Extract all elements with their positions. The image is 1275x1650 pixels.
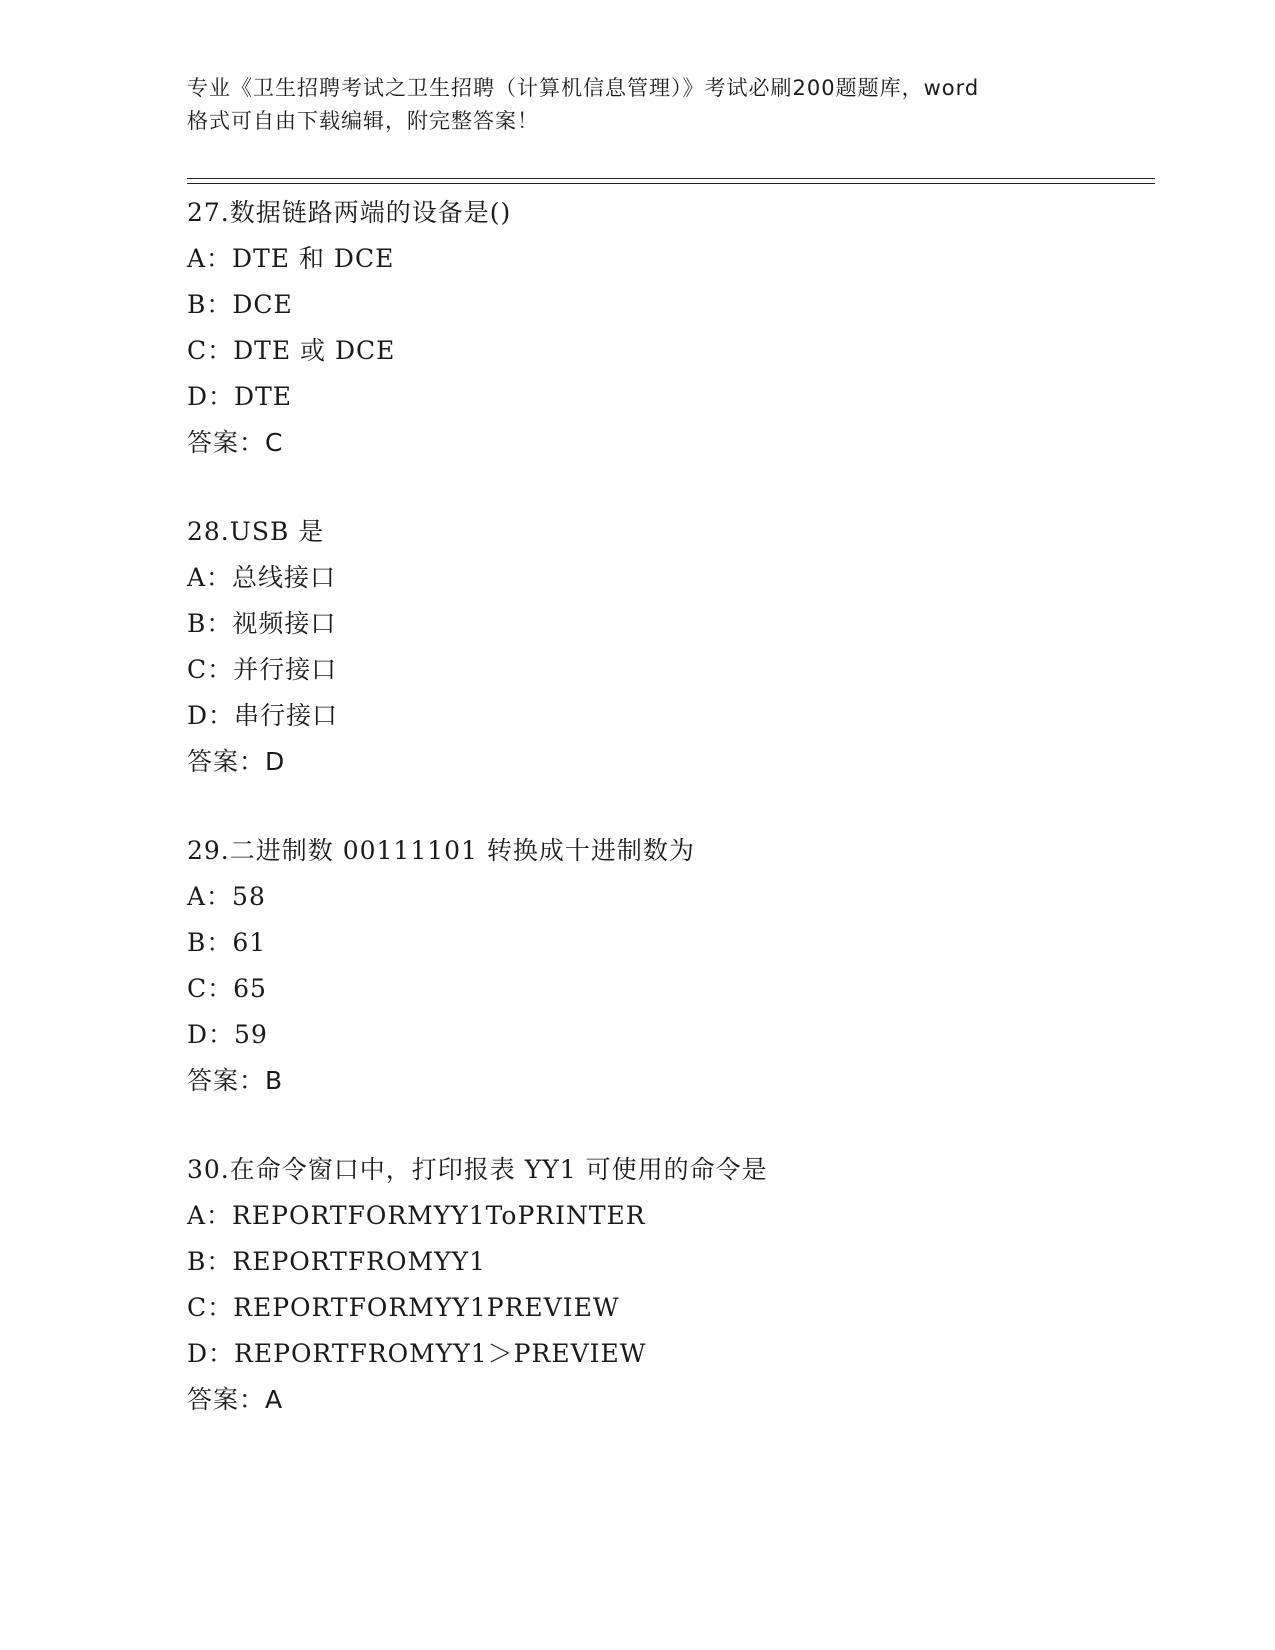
option-c: C：65 — [187, 974, 267, 1003]
question-title: 28.USB 是 — [187, 517, 325, 546]
question-title: 29.二进制数 00111101 转换成十进制数为 — [187, 836, 695, 865]
option-d: D：59 — [187, 1020, 268, 1049]
option-a: A：DTE 和 DCE — [187, 244, 395, 273]
question-title: 30.在命令窗口中，打印报表 YY1 可使用的命令是 — [187, 1155, 768, 1184]
option-a: A：总线接口 — [187, 563, 337, 592]
option-a: A：58 — [187, 882, 266, 911]
question-27 — [187, 190, 1155, 466]
header-divider-bottom — [187, 183, 1155, 184]
option-c: C：并行接口 — [187, 655, 338, 684]
answer: 答案：D — [187, 747, 286, 776]
option-a: A：REPORTFORMYY1ToPRINTER — [187, 1201, 646, 1230]
option-b: B：DCE — [187, 290, 293, 319]
question-list — [187, 190, 1155, 1466]
question-30 — [187, 1147, 1155, 1423]
option-b: B：视频接口 — [187, 609, 337, 638]
option-c: C：DTE 或 DCE — [187, 336, 396, 365]
header-line-1: 专业《卫生招聘考试之卫生招聘（计算机信息管理）》考试必刷200题题库，word — [187, 76, 980, 100]
question-29 — [187, 828, 1155, 1104]
question-28 — [187, 509, 1155, 785]
header-line-2: 格式可自由下载编辑，附完整答案！ — [187, 109, 539, 133]
document-header — [187, 72, 1087, 138]
option-b: B：REPORTFROMYY1 — [187, 1247, 486, 1276]
option-d: D：串行接口 — [187, 701, 339, 730]
option-d: D：REPORTFROMYY1＞PREVIEW — [187, 1339, 647, 1368]
header-divider-top — [187, 178, 1155, 179]
option-b: B：61 — [187, 928, 267, 957]
question-title: 27.数据链路两端的设备是() — [187, 198, 512, 227]
answer: 答案：B — [187, 1066, 284, 1095]
answer: 答案：A — [187, 1385, 284, 1414]
option-c: C：REPORTFORMYY1PREVIEW — [187, 1293, 620, 1322]
option-d: D：DTE — [187, 382, 293, 411]
answer: 答案：C — [187, 428, 284, 457]
